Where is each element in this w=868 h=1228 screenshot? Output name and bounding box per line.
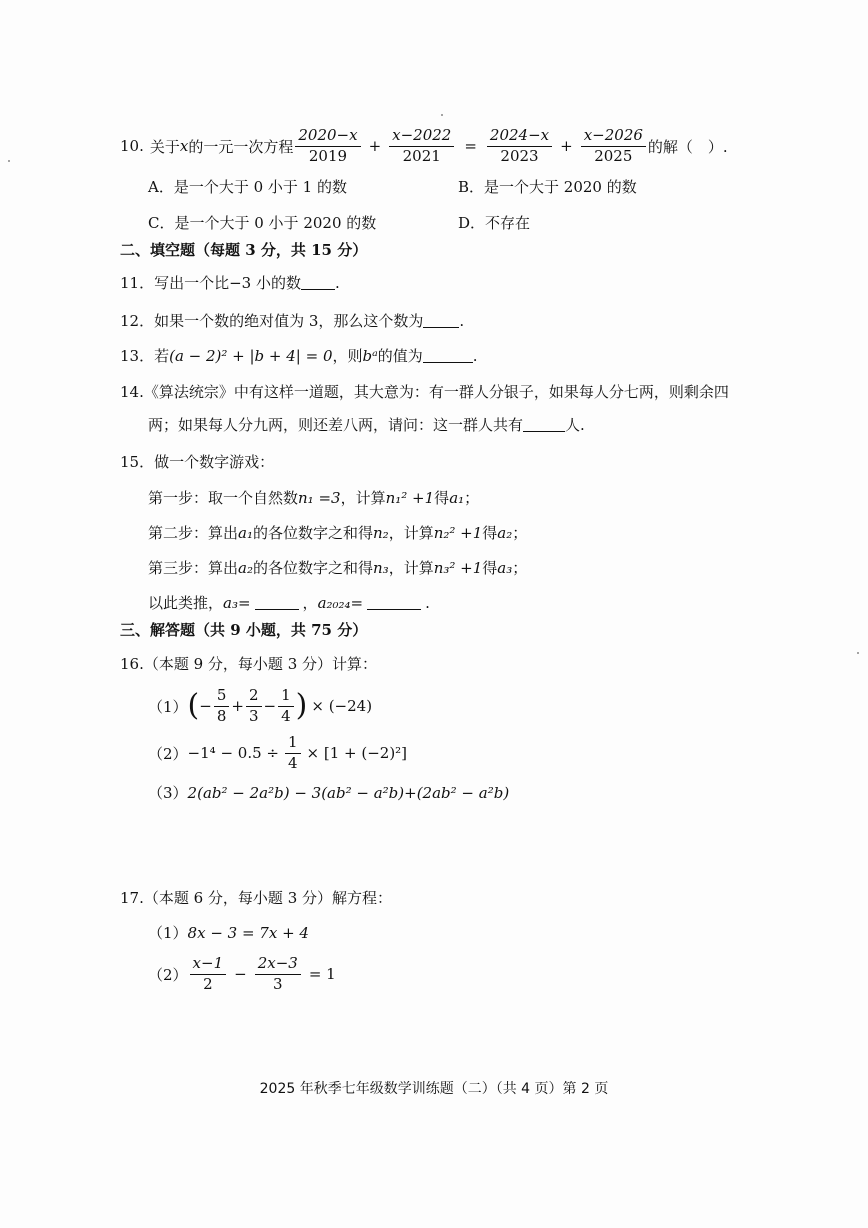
fraction-3: $\frac{2024-x}{2023}$ xyxy=(487,128,552,165)
question-14-line-1: 14.《算法统宗》中有这样一道题，其大意为：有一群人分银子，如果每人分七两，则剩余四 xyxy=(120,383,729,401)
math-expression: (a − 2)² + |b + 4| = 0 xyxy=(169,346,333,365)
question-15-step-3: 第三步：算出 a₂ 的各位数字之和得 n₃ ，计算 n₃² +1 得 a₃ ； xyxy=(148,558,528,577)
punctuation: . xyxy=(334,273,340,292)
section-3-title: 三、解答题（共 9 小题，共 75 分） xyxy=(120,621,368,639)
question-text: 13．若 xyxy=(120,347,170,365)
question-16-head: 16.（本题 9 分，每小题 3 分）计算： xyxy=(120,655,378,673)
stem-text: 的一元一次方程 xyxy=(188,137,294,156)
question-10-stem xyxy=(120,124,728,168)
punctuation: . xyxy=(472,346,478,365)
option-c: C．是一个大于 0 小于 2020 的数 xyxy=(148,214,377,232)
fraction-4: $\frac{x-2026}{2025}$ xyxy=(581,128,646,165)
question-14-line-2 xyxy=(148,414,585,435)
operator: = xyxy=(464,137,477,155)
scan-speck xyxy=(8,160,10,162)
answer-blank xyxy=(301,275,335,290)
question-number: 10. xyxy=(120,137,144,155)
option-d: D．不存在 xyxy=(458,214,531,232)
option-a: A．是一个大于 0 小于 1 的数 xyxy=(148,178,347,196)
question-13 xyxy=(120,345,478,366)
question-text: 12．如果一个数的绝对值为 3，那么这个数为 xyxy=(120,312,424,330)
scan-speck xyxy=(857,652,859,654)
variable: x xyxy=(179,137,189,155)
question-16-part-2: （2） −1⁴ − 0.5 ÷ $\frac{1}{4}$ × [1 + (−2)²] xyxy=(148,732,408,772)
answer-blank-a3 xyxy=(255,595,299,610)
part-label: （1） xyxy=(148,697,188,716)
question-12 xyxy=(120,310,464,331)
part-label: （2） xyxy=(148,965,188,984)
answer-blank xyxy=(423,313,459,328)
question-17-head: 17.（本题 6 分，每小题 3 分）解方程： xyxy=(120,889,393,907)
question-text: 的值为 xyxy=(377,347,423,365)
part-label: （3） xyxy=(148,784,188,802)
answer-blank xyxy=(423,348,473,363)
part-label: （1） xyxy=(148,924,188,942)
question-15-step-1: 第一步：取一个自然数 n₁ =3 ，计算 n₁² +1 得 a₁ ； xyxy=(148,488,480,507)
scan-speck xyxy=(441,114,443,116)
question-15-step-2: 第二步：算出 a₁ 的各位数字之和得 n₂ ，计算 n₂² +1 得 a₂ ； xyxy=(148,523,528,542)
question-11 xyxy=(120,272,340,293)
math-expression: bᵃ xyxy=(362,346,378,365)
part-label: （2） xyxy=(148,744,188,763)
question-16-part-1: （1） ( − $\frac{5}{8}$ + $\frac{2}{3}$ − $\frac{1}{4}$ ) × (−24) xyxy=(148,685,373,725)
answer-blank-a2024 xyxy=(367,595,421,610)
right-paren: ) xyxy=(295,688,308,723)
question-17-part-2: （2） $\frac{x-1}{2}$ − $\frac{2x-3}{3}$ = 1 xyxy=(148,953,336,993)
question-15-conclusion: 以此类推， a₃= ， a₂₀₂₄= . xyxy=(148,593,430,612)
question-16-part-3: （3） 2(ab² − 2a²b) − 3(ab² − a²b)+(2ab² − a²b) xyxy=(148,783,510,802)
stem-text: 的解（ ）. xyxy=(647,137,728,156)
fraction-1: $\frac{2020-x}{2019}$ xyxy=(295,128,360,165)
question-text: 人. xyxy=(565,416,585,434)
section-2-title: 二、填空题（每题 3 分，共 15 分） xyxy=(120,241,368,259)
answer-blank xyxy=(523,417,565,432)
question-17-part-1: （1） 8x − 3 = 7x + 4 xyxy=(148,923,309,942)
operator: + xyxy=(560,137,573,155)
fraction-2: $\frac{x-2022}{2021}$ xyxy=(389,128,454,165)
stem-text: 关于 xyxy=(149,137,180,156)
question-text: 两；如果每人分九两，则还差八两，请问：这一群人共有 xyxy=(148,416,524,434)
operator: + xyxy=(368,137,382,155)
page-footer: 2025 年秋季七年级数学训练题（二）（共 4 页）第 2 页 xyxy=(259,1081,609,1097)
left-paren: ( xyxy=(187,688,200,723)
punctuation: . xyxy=(459,311,465,330)
question-text: ，则 xyxy=(332,347,363,365)
option-b: B．是一个大于 2020 的数 xyxy=(458,178,637,196)
question-text: 11．写出一个比−3 小的数 xyxy=(120,274,301,292)
question-15-title: 15．做一个数字游戏： xyxy=(120,453,275,471)
